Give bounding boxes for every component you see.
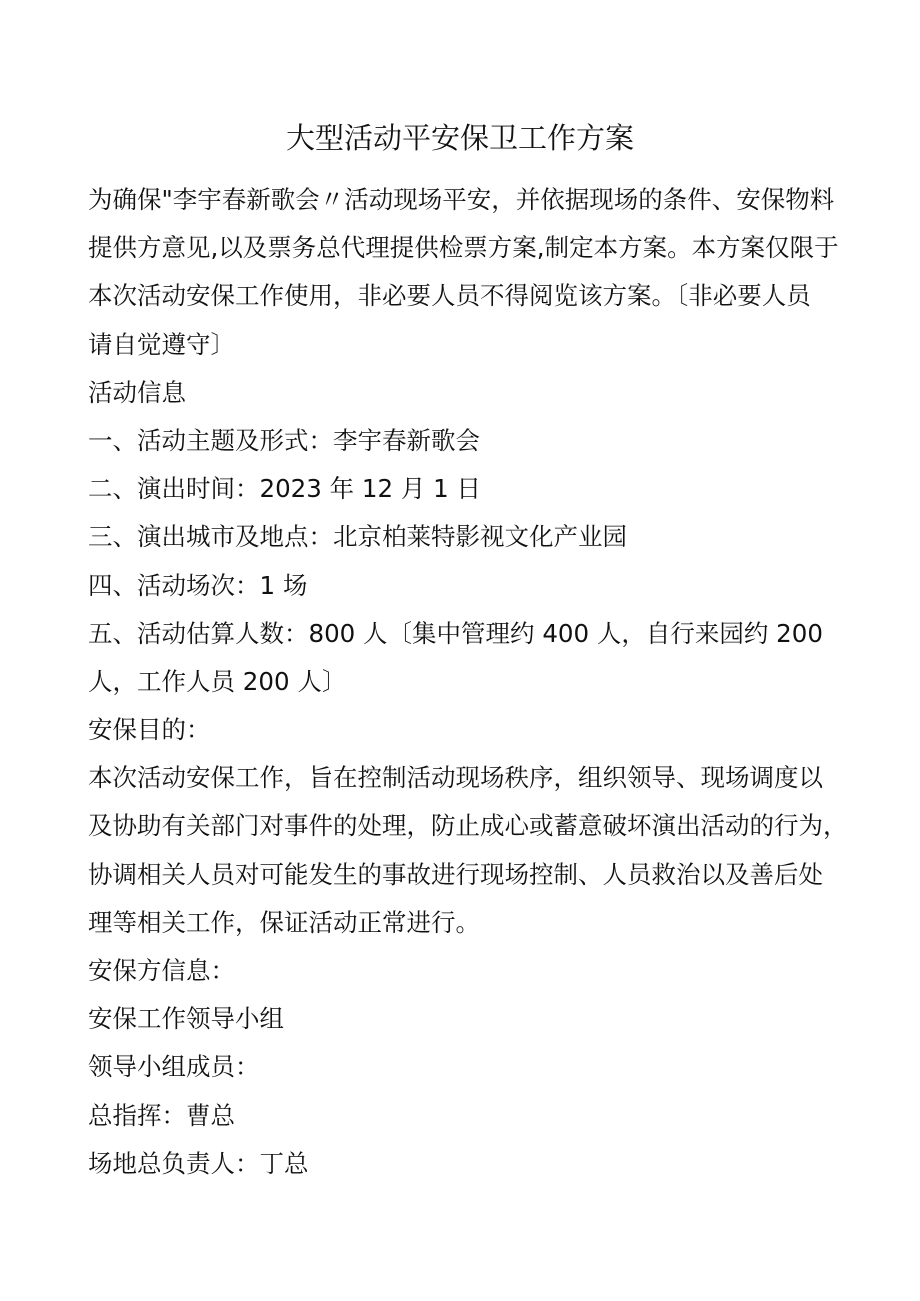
commander-in-chief: 总指挥：曹总 <box>88 1100 235 1130</box>
purpose-line-4: 理等相关工作，保证活动正常进行。 <box>88 907 480 937</box>
section-heading-activity-info: 活动信息 <box>88 377 186 407</box>
leadership-members-heading: 领导小组成员： <box>88 1052 260 1082</box>
performance-location: 三、演出城市及地点：北京柏莱特影视文化产业园 <box>88 522 627 552</box>
leadership-group-heading: 安保工作领导小组 <box>88 1004 284 1034</box>
performance-time: 二、演出时间：2023 年 12 月 1 日 <box>88 474 482 504</box>
purpose-line-2: 及协助有关部门对事件的处理，防止成心或蓄意破坏演出活动的行为， <box>88 811 848 841</box>
activity-theme: 一、活动主题及形式：李宇春新歌会 <box>88 425 480 455</box>
section-heading-security-info: 安保方信息： <box>88 956 235 985</box>
section-heading-security-purpose: 安保目的： <box>88 715 211 745</box>
show-count: 四、活动场次：1 场 <box>88 570 308 600</box>
intro-line-1: 为确保"李宇春新歌会〃活动现场平安，并依据现场的条件、安保物料 <box>88 185 835 214</box>
intro-line-4: 请自觉遵守〕 <box>88 329 235 359</box>
estimated-attendance-line-2: 人，工作人员 200 人〕 <box>88 666 347 696</box>
document-title: 大型活动平安保卫工作方案 <box>285 121 634 155</box>
venue-manager: 场地总负责人：丁总 <box>88 1148 309 1178</box>
purpose-line-1: 本次活动安保工作，旨在控制活动现场秩序，组织领导、现场调度以 <box>88 763 823 793</box>
estimated-attendance-line-1: 五、活动估算人数：800 人〔集中管理约 400 人，自行来园约 200 <box>88 618 823 648</box>
intro-line-2: 提供方意见,以及票务总代理提供检票方案,制定本方案。本方案仅限于 <box>88 233 839 263</box>
document-body <box>88 176 848 1188</box>
intro-line-3: 本次活动安保工作使用，非必要人员不得阅览该方案。〔非必要人员 <box>88 281 811 311</box>
purpose-line-3: 协调相关人员对可能发生的事故进行现场控制、人员救治以及善后处 <box>88 859 823 889</box>
